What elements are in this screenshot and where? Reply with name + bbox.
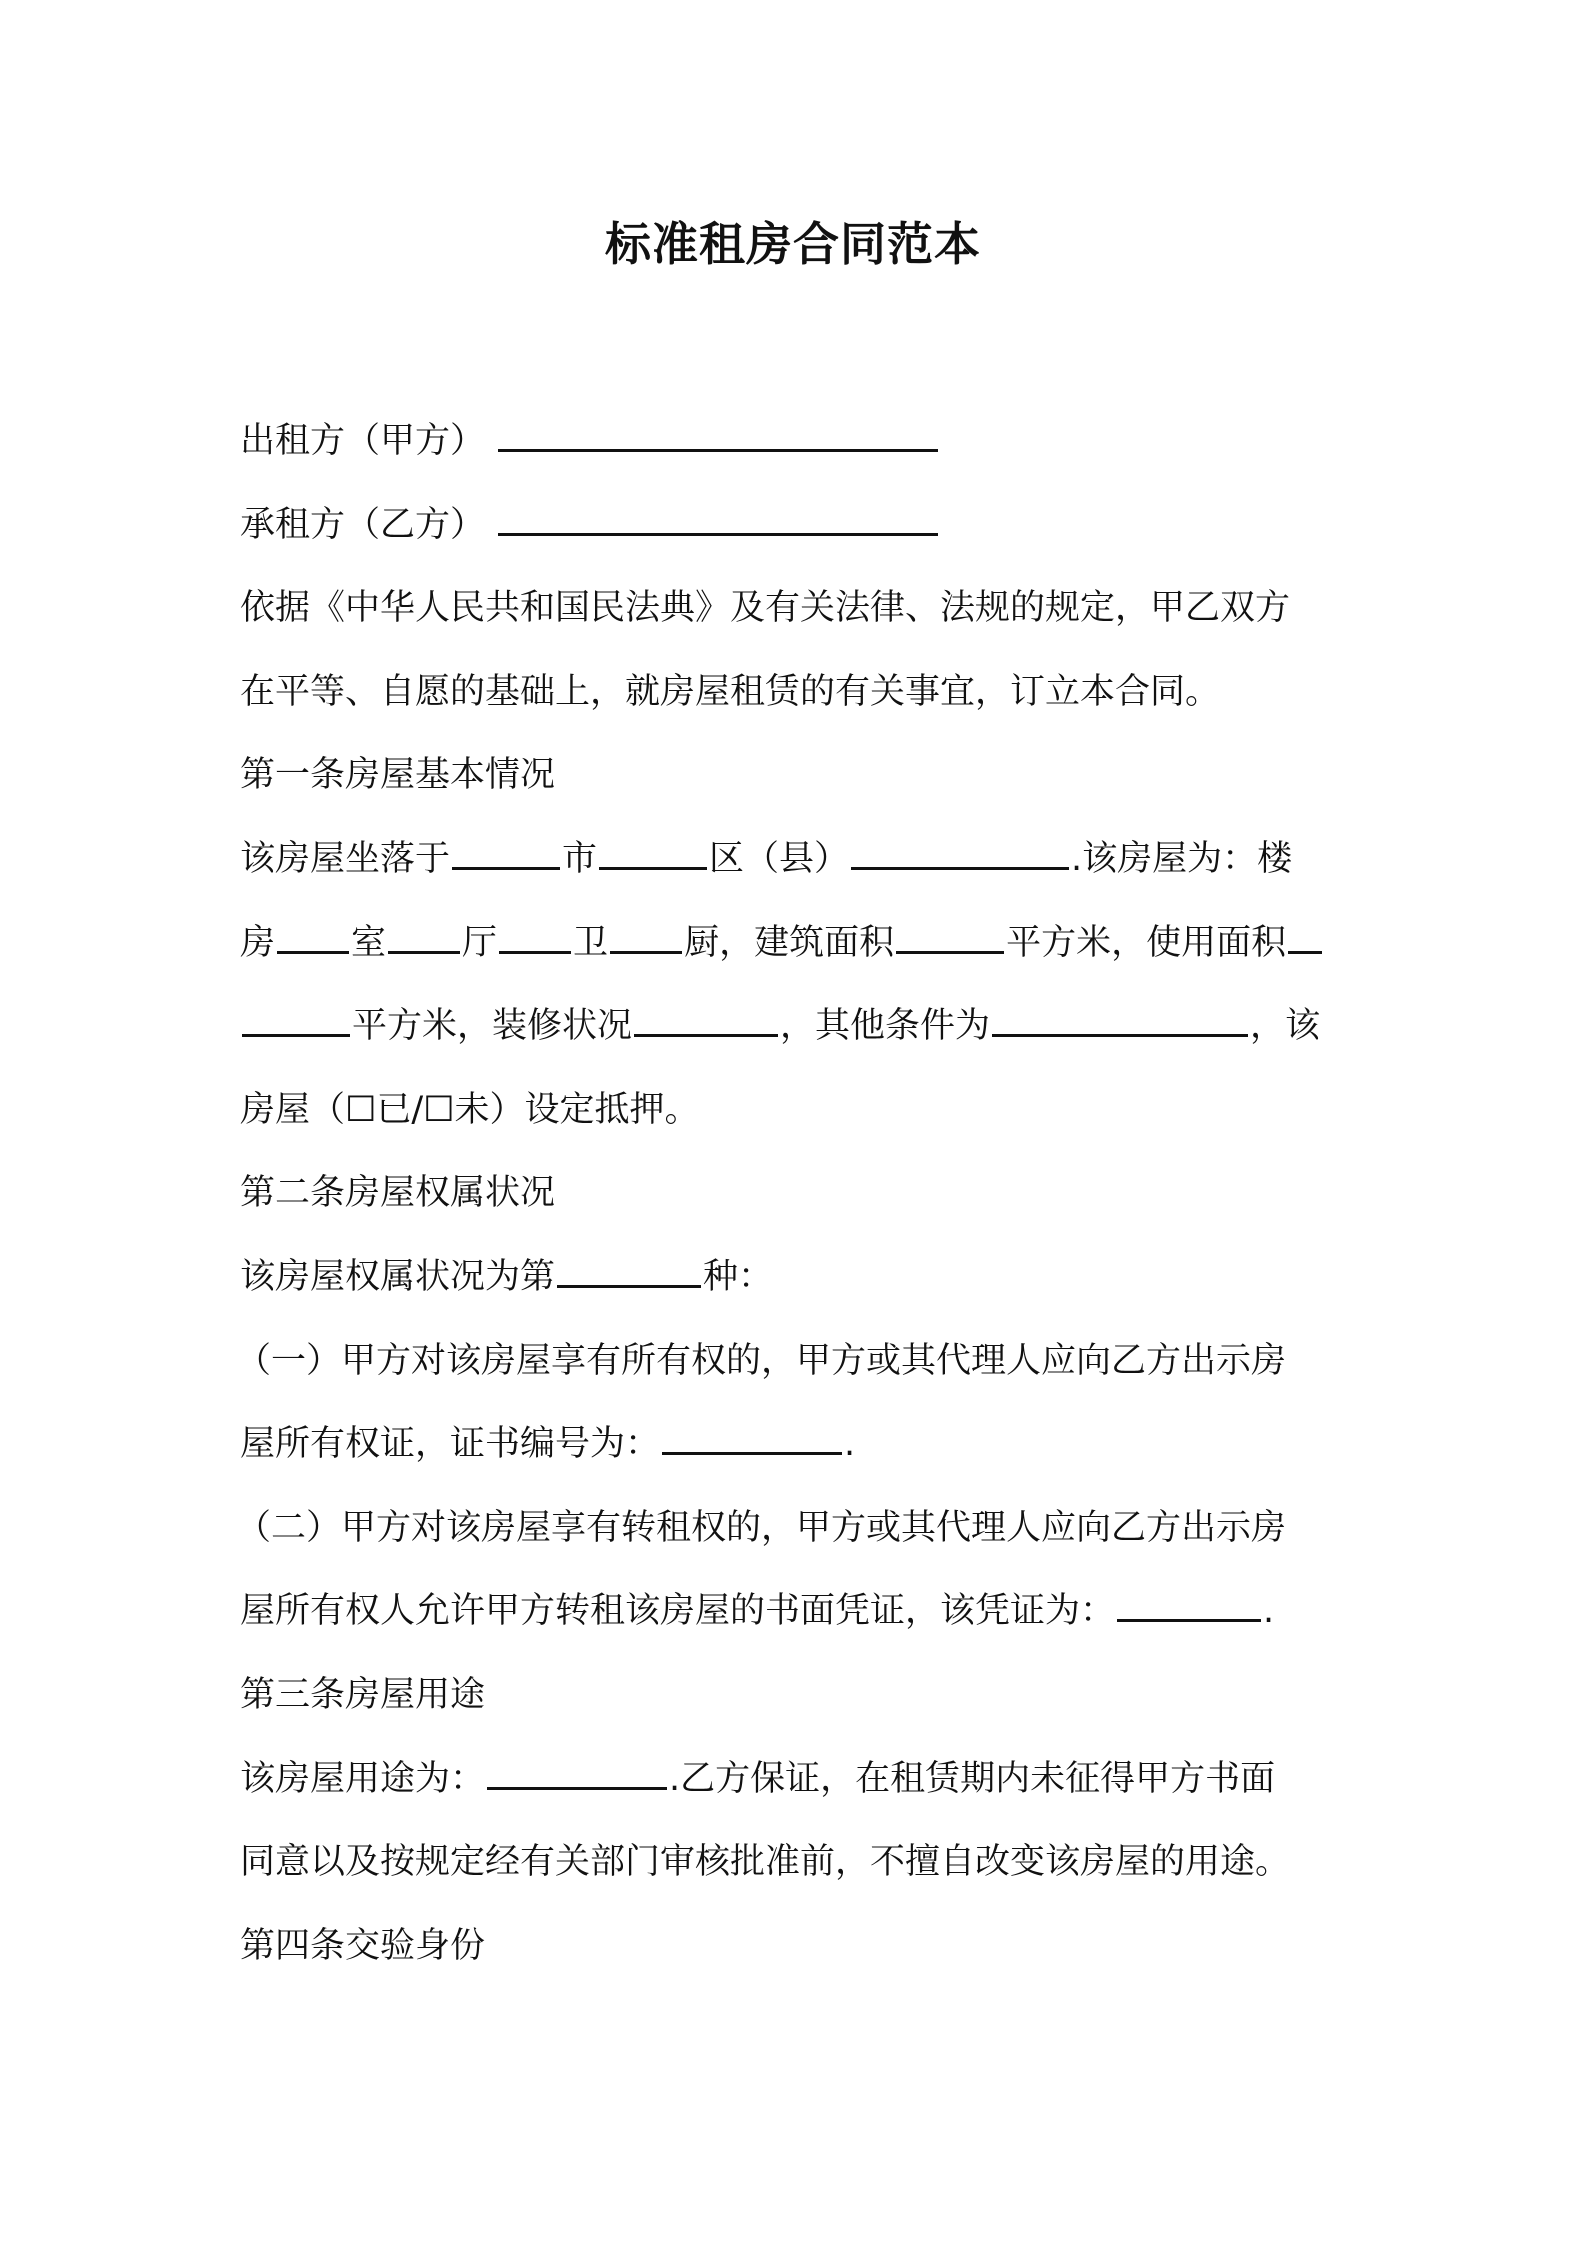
lessee-line <box>240 484 1350 568</box>
article-2-option-2-line-2 <box>240 1570 1350 1654</box>
article-2-option-2-line-1: （二）甲方对该房屋享有转租权的，甲方或其代理人应向乙方出示房 <box>236 1507 1287 1548</box>
article-3-heading: 第三条房屋用途 <box>240 1674 486 1715</box>
article-1-line-3 <box>240 985 1350 1069</box>
article-2-line-1 <box>240 1236 1350 1320</box>
article-1-line-2 <box>240 902 1350 986</box>
text-certificate-number: 屋所有权证，证书编号为： <box>240 1424 661 1465</box>
lessor-label: 出租方（甲方） <box>240 421 486 461</box>
text-district: 区（县） <box>709 838 850 879</box>
intro-line-2: 在平等、自愿的基础上，就房屋租赁的有关事宜，订立本合同。 <box>240 671 1221 712</box>
kitchens-field[interactable] <box>610 923 682 954</box>
lessee-name-field[interactable] <box>498 505 938 536</box>
text-house-type: .该房屋为：楼 <box>1071 838 1293 879</box>
other-conditions-field[interactable] <box>992 1006 1248 1037</box>
text-bathroom: 卫 <box>573 922 609 963</box>
text-usage: 该房屋用途为： <box>240 1758 486 1799</box>
decoration-field[interactable] <box>634 1006 778 1037</box>
usable-area-field[interactable] <box>242 1006 350 1037</box>
text-decoration: 平方米，装修状况 <box>352 1006 633 1047</box>
intro-line-1: 依据《中华人民共和国民法典》及有关法律、法规的规定，甲乙双方 <box>240 588 1291 629</box>
text-ownership-type: 该房屋权属状况为第 <box>240 1256 556 1297</box>
text-building-area: 厨，建筑面积 <box>684 922 895 963</box>
certificate-number-field[interactable] <box>662 1424 842 1455</box>
article-2-option-1-line-2 <box>240 1403 1350 1487</box>
text-bedroom: 室 <box>351 922 387 963</box>
document-title: 标准租房合同范本 <box>605 217 981 271</box>
article-1-line-4: 房屋（☐已/☐未）设定抵押。 <box>240 1089 700 1130</box>
text-room: 房 <box>240 922 276 963</box>
lessee-label: 承租方（乙方） <box>240 504 486 545</box>
city-field[interactable] <box>452 839 560 870</box>
sublease-voucher-field[interactable] <box>1117 1591 1261 1622</box>
text-other-conditions: ，其他条件为 <box>780 1006 991 1047</box>
article-1-line-1 <box>240 818 1350 902</box>
rooms-field[interactable] <box>277 923 349 954</box>
lessor-name-field[interactable] <box>498 421 938 452</box>
period: . <box>1263 1591 1275 1632</box>
article-2-option-1-line-1: （一）甲方对该房屋享有所有权的，甲方或其代理人应向乙方出示房 <box>236 1340 1287 1381</box>
article-3-line-1 <box>240 1738 1350 1822</box>
period: . <box>844 1424 856 1465</box>
text-kind: 种： <box>703 1256 774 1297</box>
address-field[interactable] <box>851 839 1069 870</box>
article-4-heading: 第四条交验身份 <box>240 1925 486 1966</box>
usable-area-field-start[interactable] <box>1288 923 1322 954</box>
bathrooms-field[interactable] <box>499 923 571 954</box>
text-city: 市 <box>562 838 598 879</box>
lessor-line <box>240 400 1350 484</box>
text-location: 该房屋坐落于 <box>240 838 451 879</box>
article-2-heading: 第二条房屋权属状况 <box>240 1173 556 1214</box>
document-body <box>236 400 1350 1988</box>
text-hall: 厅 <box>462 922 498 963</box>
halls-field[interactable] <box>388 923 460 954</box>
article-1-heading: 第一条房屋基本情况 <box>240 755 556 796</box>
text-sublease-voucher: 屋所有权人允许甲方转租该房屋的书面凭证，该凭证为： <box>240 1591 1116 1632</box>
district-field[interactable] <box>599 839 707 870</box>
ownership-type-field[interactable] <box>557 1257 701 1288</box>
building-area-field[interactable] <box>896 923 1004 954</box>
usage-field[interactable] <box>487 1759 667 1790</box>
text-usable-area: 平方米，使用面积 <box>1006 922 1287 963</box>
article-3-line-2: 同意以及按规定经有关部门审核批准前，不擅自改变该房屋的用途。 <box>240 1842 1291 1883</box>
text-guarantee: .乙方保证，在租赁期内未征得甲方书面 <box>669 1758 1276 1799</box>
text-this: ，该 <box>1250 1006 1321 1047</box>
